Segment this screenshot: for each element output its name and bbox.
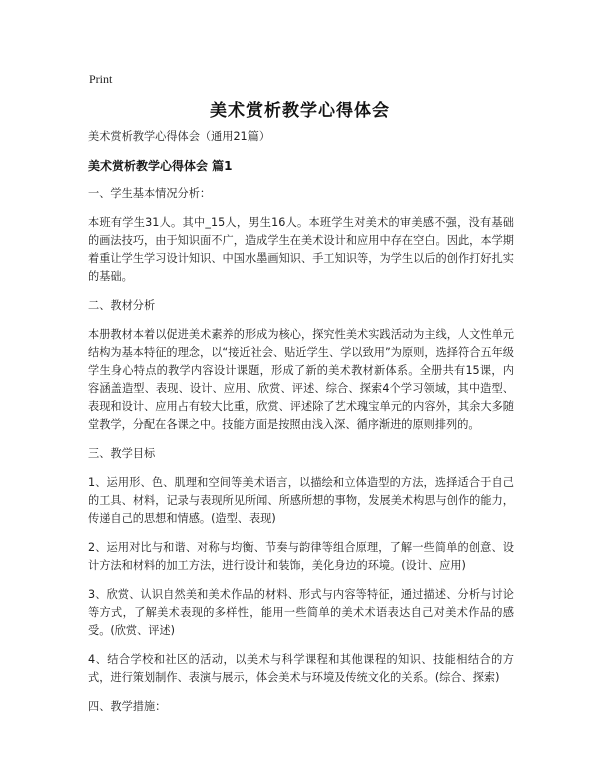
heading-textbook-analysis: 二、教材分析 <box>88 299 156 312</box>
paragraph-goal-1: 1、运用形、色、肌理和空间等美术语言，以描绘和立体造型的方法，选择适合于自己的工具、材料，记录与表现所见所闻、所感所想的事物，发展美术构思与创作的能力，传递自己的思想和情感。(造型、表现) <box>88 476 514 525</box>
paragraph-goal-3: 3、欣赏、认识自然美和美术作品的材料、形式与内容等特征，通过描述、分析与讨论等方式，了解美术表现的多样性，能用一些简单的美术术语表达自己对美术作品的感受。(欣赏、评述) <box>88 588 514 637</box>
heading-student-analysis: 一、学生基本情况分析： <box>88 187 212 200</box>
print-label: Print <box>89 72 113 86</box>
paragraph-goal-2: 2、运用对比与和谐、对称与均衡、节奏与韵律等组合原理，了解一些简单的创意、设计方法和材料的加工方法，进行设计和装饰，美化身边的环境。(设计、应用) <box>88 541 514 572</box>
section-title: 美术赏析教学心得体会 篇1 <box>88 159 233 173</box>
paragraph-goal-4: 4、结合学校和社区的活动，以美术与科学课程和其他课程的知识、技能相结合的方式，进行策划制作、表演与展示，体会美术与环境及传统文化的关系。(综合、探索) <box>88 653 514 684</box>
document-title: 美术赏析教学心得体会 <box>210 101 390 121</box>
heading-teaching-goals: 三、教学目标 <box>88 447 156 460</box>
paragraph-student-analysis: 本班有学生31人。其中_15人，男生16人。本班学生对美术的审美感不强，没有基础的画法技巧，由于知识面不广，造成学生在美术设计和应用中存在空白。因此，本学期着重让学生学习设计知识、中国水墨画知识、手工知识等，为学生以后的创作打好扎实的基础。 <box>88 216 514 283</box>
document-subtitle: 美术赏析教学心得体会（通用21篇） <box>88 130 271 143</box>
paragraph-textbook-analysis: 本册教材本着以促进美术素养的形成为核心，探究性美术实践活动为主线，人文性单元结构为基本特征的理念，以“接近社会、贴近学生、学以致用”为原则，选择符合五年级学生身心特点的教学内容设计课题，形成了新的美术教材新体系。全册共有15课，内容涵盖造型、表现、设计、应用、欣赏、评述、综合、探索4个学习领域，其中造型、表现和设计、应用占有较大比重，欣赏、评述除了艺术瑰宝单元的内容外，其余大多随堂教学，分配在各课之中。技能方面是按照由浅入深、循序渐进的原则排列的。 <box>88 328 514 431</box>
document-body <box>88 128 514 727</box>
heading-teaching-measures: 四、教学措施： <box>88 700 167 713</box>
